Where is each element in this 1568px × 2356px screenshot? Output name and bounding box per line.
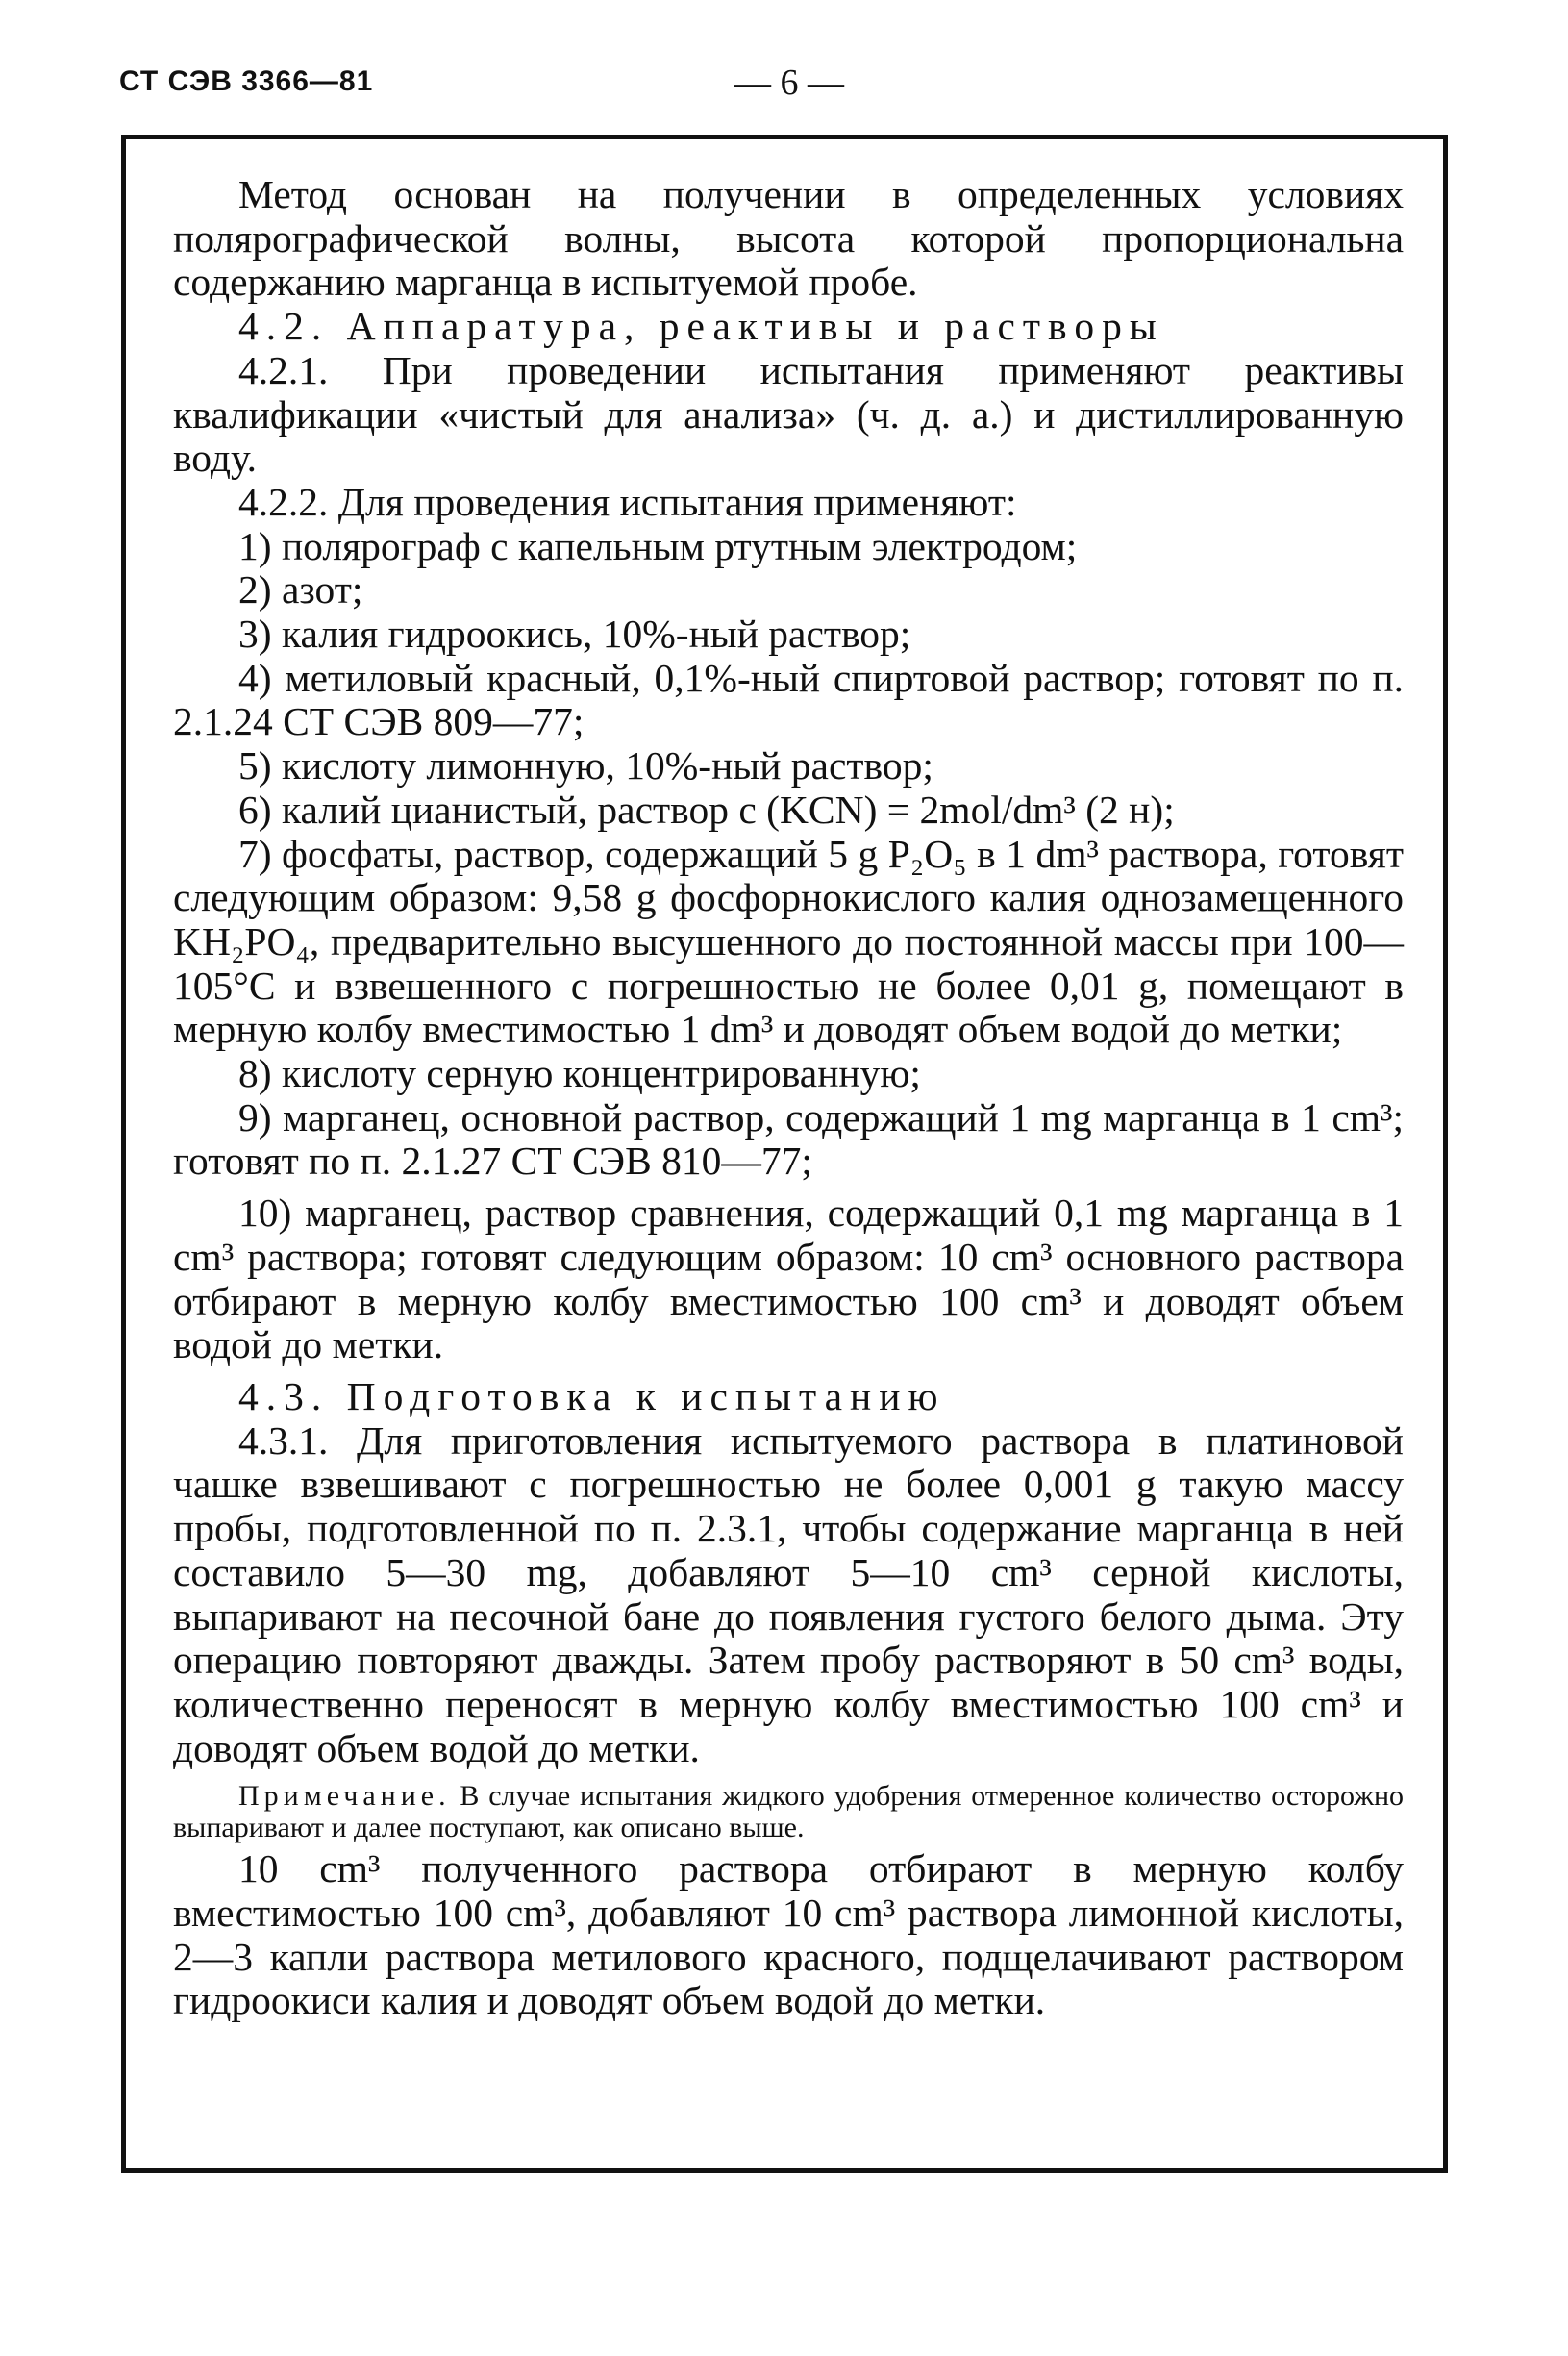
document-body	[173, 173, 1404, 2023]
page-header	[119, 65, 1436, 113]
section-heading-preparation: 4.3. Подготовка к испытанию	[238, 1373, 946, 1418]
list-item: 1) полярограф с капельным ртутным электродом;	[238, 523, 1078, 568]
final-paragraph: 10 cm³ полученного раствора отбирают в мерную колбу вместимостью 100 cm³, добавляют 10 cm³ раствора лимонной кислоты, 2—3 капли раствора метилового красного, подщелачивают раствором гидроокиси калия и доводят объем водой до метки.	[173, 1846, 1404, 2023]
standard-code: СТ СЭВ 3366—81	[119, 65, 374, 97]
list-item: 10) марганец, раствор сравнения, содержащий 0,1 mg марганца в 1 cm³ раствора; готовят следующим образом: 10 cm³ основного раствора отбирают в мерную колбу вместимостью 100 cm³ и доводят объем водой до метки.	[173, 1191, 1404, 1367]
list-item: 3) калия гидроокись, 10%-ный раствор;	[238, 612, 911, 657]
list-item: 5) кислоту лимонную, 10%-ный раствор;	[238, 743, 933, 789]
note-label: Примечание.	[238, 1780, 451, 1813]
list-item: 9) марганец, основной раствор, содержащий 1 mg марганца в 1 cm³; готовят по п. 2.1.27 СТ СЭВ 810—77;	[173, 1094, 1404, 1184]
note	[173, 1780, 1404, 1843]
list-item: 2) азот;	[238, 567, 363, 613]
page-number: — 6 —	[734, 63, 844, 103]
list-item: 8) кислоту серную концентрированную;	[238, 1051, 921, 1096]
paragraph-4-3-1: 4.3.1. Для приготовления испытуемого раствора в платиновой чашке взвешивают с погрешностью не более 0,001 g такую массу пробы, подготовленной по п. 2.3.1, чтобы содержание марганца в ней составило 5—30 mg, добавляют 5—10 cm³ серной кислоты, выпаривают на песочной бане до появления густого белого дыма. Эту операцию повторяют дважды. Затем пробу растворяют в 50 cm³ воды, количественно переносят в мерную колбу вместимостью 100 cm³ и доводят объем водой до метки.	[173, 1417, 1404, 1770]
note-text: В случае испытания жидкого удобрения отмеренное количество осторожно выпаривают и далее поступают, как описано выше.	[173, 1780, 1405, 1844]
method-paragraph: Метод основан на получении в определенных условиях полярографической волны, высота которой пропорциональна содержанию марганца в испытуемой пробе.	[173, 172, 1404, 305]
list-item: 4) метиловый красный, 0,1%-ный спиртовой раствор; готовят по п. 2.1.24 СТ СЭВ 809—77;	[173, 655, 1404, 744]
list-item: 6) калий цианистый, раствор c (KCN) = 2mol/dm³ (2 н);	[238, 787, 1175, 832]
list-item: 7) фосфаты, раствор, содержащий 5 g P₂O₅ в 1 dm³ раствора, готовят следующим образом: 9,58 g фосфорнокислого калия однозамещенного KH₂PO₄, предварительно высушенного до постоянной массы при 100—105°C и взвешенного с погрешностью не более 0,01 g, помещают в мерную колбу вместимостью 1 dm³ и доводят объем водой до метки;	[173, 831, 1404, 1052]
paragraph-4-2-2: 4.2.2. Для проведения испытания применяют:	[238, 479, 1017, 524]
paragraph-4-2-1: 4.2.1. При проведении испытания применяют реактивы квалификации «чистый для анализа» (ч. д. а.) и дистиллированную воду.	[173, 347, 1404, 481]
section-heading-apparatus: 4.2. Аппаратура, реактивы и растворы	[238, 304, 1164, 349]
